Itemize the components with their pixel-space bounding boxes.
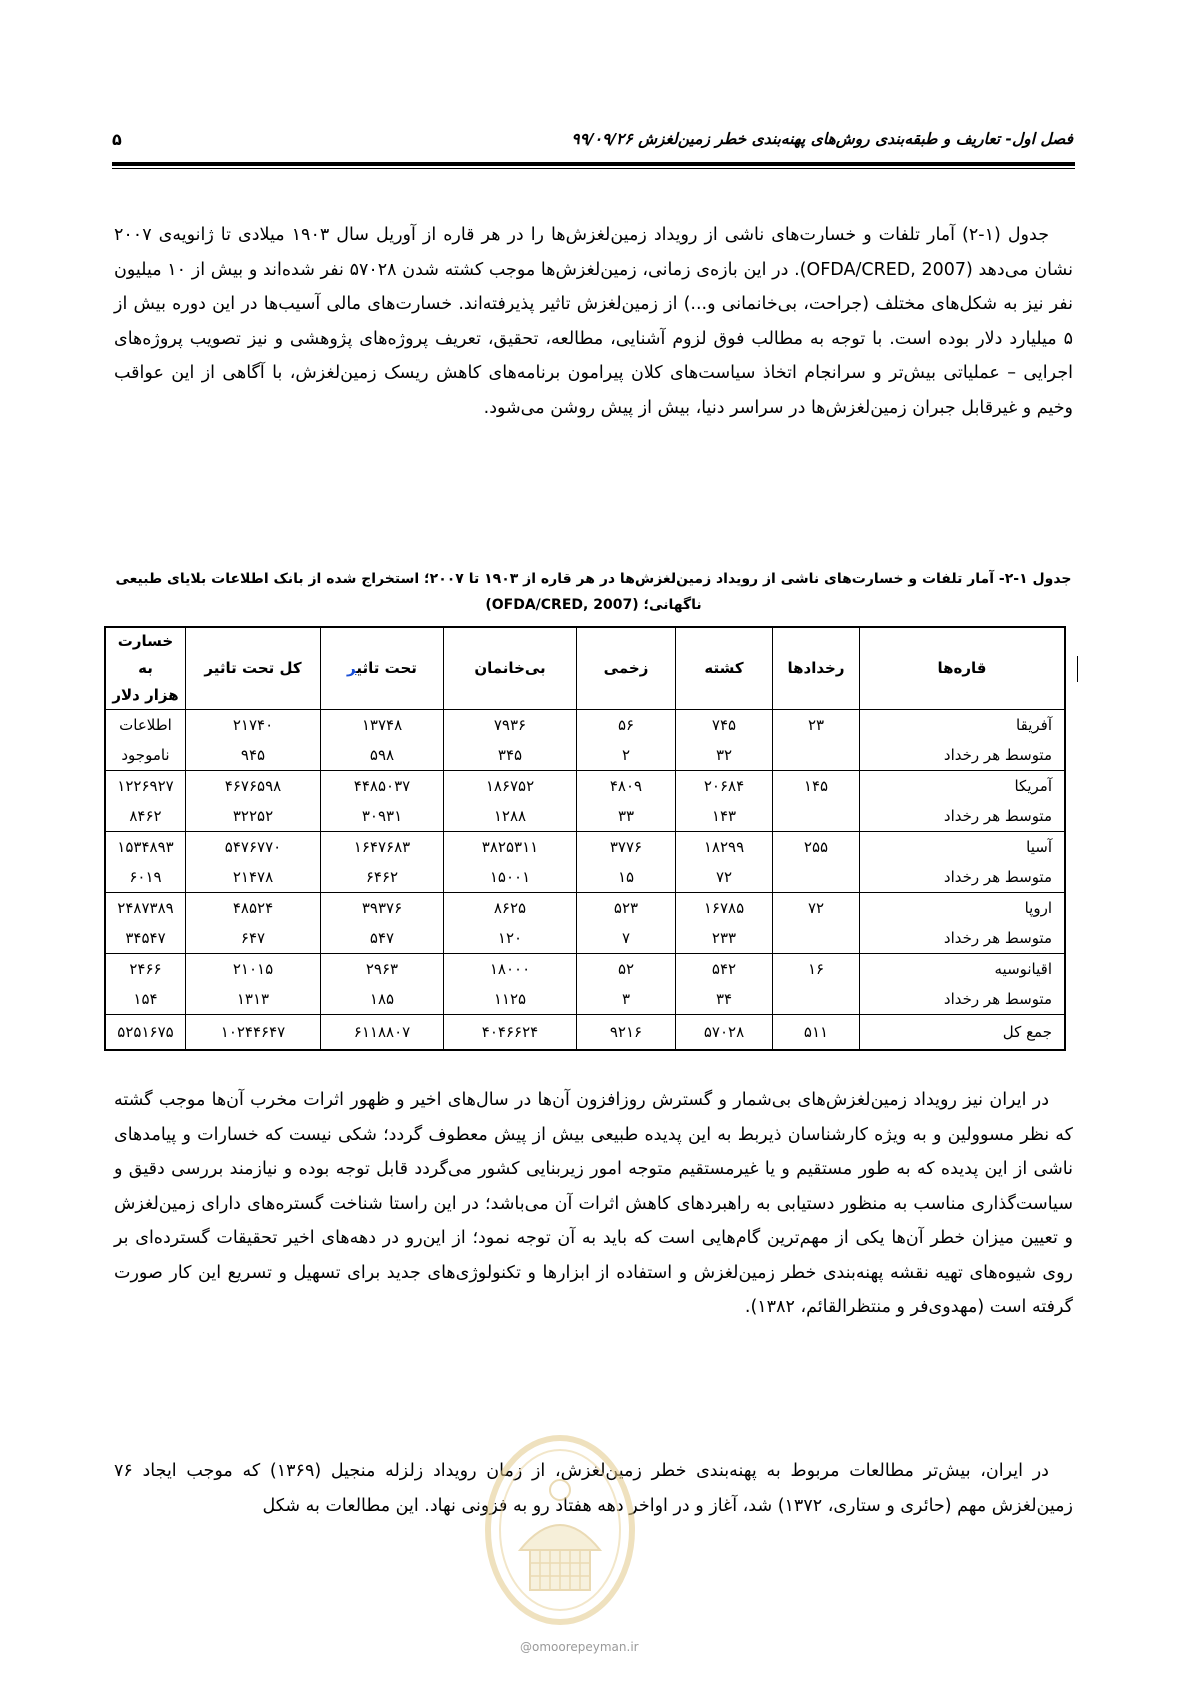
table-row-america-avg — [105, 801, 1065, 832]
cell-killed: ۷۲ — [676, 862, 773, 893]
cell-total: ۲۱۰۱۵ — [186, 954, 321, 985]
cell-total: ۹۴۵ — [186, 740, 321, 771]
cell-killed: ۱۶۷۸۵ — [676, 893, 773, 924]
paragraph-studies: در ایران، بیش‌تر مطالعات مربوط به پهنه‌بندی خطر زمین‌لغزش، از زمان رویداد زلزله منجیل (۱۳۶۹) که موجب ایجاد ۷۶ زمین‌لغزش مهم (حائری و ستاری، ۱۳۷۲) شد، آغاز و در اواخر دهه هفتاد رو به فزونی نهاد. این مطالعات به شکل — [114, 1461, 1073, 1516]
cell-killed: ۷۴۵ — [676, 710, 773, 741]
cell-killed: ۱۴۳ — [676, 801, 773, 832]
cell-injured: ۵۶ — [577, 710, 676, 741]
cell-continent: آسیا — [860, 832, 1066, 863]
cell-injured: ۹۲۱۶ — [577, 1015, 676, 1051]
cell-events — [773, 801, 860, 832]
table-row-oceania — [105, 954, 1065, 985]
header-killed: کشته — [676, 627, 773, 710]
cell-injured: ۳ — [577, 984, 676, 1015]
watermark-url: @omoorepeyman.ir — [520, 1640, 639, 1654]
cell-affected: ۶۱۱۸۸۰۷ — [321, 1015, 444, 1051]
cell-injured: ۴۸۰۹ — [577, 771, 676, 802]
cell-events: ۲۵۵ — [773, 832, 860, 863]
cell-continent: اقیانوسیه — [860, 954, 1066, 985]
cell-avg-label: متوسط هر رخداد — [860, 984, 1066, 1015]
cell-injured: ۲ — [577, 740, 676, 771]
table-row-europe — [105, 893, 1065, 924]
table-row-europe-avg — [105, 923, 1065, 954]
cell-continent: آمریکا — [860, 771, 1066, 802]
cell-avg-label: متوسط هر رخداد — [860, 801, 1066, 832]
cell-killed: ۲۰۶۸۴ — [676, 771, 773, 802]
cell-total-label: جمع کل — [860, 1015, 1066, 1051]
table-caption: جدول ۱-۲- آمار تلفات و خسارت‌های ناشی از رویداد زمین‌لغزش‌ها در هر قاره از ۱۹۰۳ تا ۲۰۰۷؛ استخراج شده از بانک اطلاعات بلایای طبیعی ناگهانی؛ (OFDA/CRED, 2007) — [115, 571, 1072, 613]
table-row-asia-avg — [105, 862, 1065, 893]
cell-events: ۱۶ — [773, 954, 860, 985]
cell-affected: ۲۹۶۳ — [321, 954, 444, 985]
cell-homeless: ۸۶۲۵ — [444, 893, 577, 924]
cell-damage: ۲۴۸۷۳۸۹ — [105, 893, 186, 924]
cell-killed: ۵۷۰۲۸ — [676, 1015, 773, 1051]
header-homeless: بی‌خانمان — [444, 627, 577, 710]
header-rule-thin — [112, 168, 1075, 169]
cell-injured: ۷ — [577, 923, 676, 954]
header-damage-line1: خسارت به — [117, 632, 174, 677]
cell-events — [773, 862, 860, 893]
cell-injured: ۳۳ — [577, 801, 676, 832]
table-row-total — [105, 1015, 1065, 1051]
cell-injured: ۵۲ — [577, 954, 676, 985]
cell-events: ۷۲ — [773, 893, 860, 924]
cell-affected: ۵۴۷ — [321, 923, 444, 954]
paragraph-intro: جدول (۱-۲) آمار تلفات و خسارت‌های ناشی از رویداد زمین‌لغزش‌ها را در هر قاره از آوریل سال ۱۹۰۳ میلادی تا ژانویه‌ی ۲۰۰۷ نشان می‌دهد (OFDA/CRED, 2007). در این بازه‌ی زمانی، زمین‌لغزش‌ها موجب کشته شدن ۵۷۰۲۸ نفر شده‌اند و بیش از ۱۰ میلیون نفر نیز به شکل‌های مختلف (جراحت، بی‌خانمانی و...) از زمین‌لغزش تاثیر پذیرفته‌اند. خسارت‌های مالی آسیب‌ها در این دوره بیش از ۵ میلیارد دلار بوده است. با توجه به مطالب فوق لزوم آشنایی، مطالعه، تحقیق، تعریف پروژه‌های پژوهشی و نیز تصویب پروژه‌های اجرایی – عملیاتی بیش‌تر و سرانجام اتخاذ سیاست‌های کلان پیرامون برنامه‌های کاهش ریسک زمین‌لغزش، با آگاهی از این عواقب وخیم و غیرقابل جبران زمین‌لغزش‌ها در سراسر دنیا، بیش از پیش روشن می‌شود. — [114, 225, 1073, 418]
table-row-oceania-avg — [105, 984, 1065, 1015]
landslide-statistics-table — [104, 626, 1066, 1051]
cell-events — [773, 740, 860, 771]
cell-events: ۱۴۵ — [773, 771, 860, 802]
cell-damage: ۱۲۲۶۹۲۷ — [105, 771, 186, 802]
cell-damage: ۱۵۴ — [105, 984, 186, 1015]
cell-total: ۴۶۷۶۵۹۸ — [186, 771, 321, 802]
cell-damage: ۳۴۵۴۷ — [105, 923, 186, 954]
cell-total: ۳۲۲۵۲ — [186, 801, 321, 832]
cell-homeless: ۱۱۲۵ — [444, 984, 577, 1015]
header-injured: زخمی — [577, 627, 676, 710]
cell-affected: ۴۴۸۵۰۳۷ — [321, 771, 444, 802]
cell-total: ۱۰۲۴۴۶۴۷ — [186, 1015, 321, 1051]
cell-affected: ۳۰۹۳۱ — [321, 801, 444, 832]
cell-avg-label: متوسط هر رخداد — [860, 923, 1066, 954]
cell-homeless: ۷۹۳۶ — [444, 710, 577, 741]
cell-injured: ۵۲۳ — [577, 893, 676, 924]
cell-damage: ۶۰۱۹ — [105, 862, 186, 893]
cell-total: ۴۸۵۲۴ — [186, 893, 321, 924]
cell-affected: ۱۳۷۴۸ — [321, 710, 444, 741]
cell-killed: ۳۴ — [676, 984, 773, 1015]
header-rule-thick — [112, 162, 1075, 166]
header-affected — [321, 627, 444, 710]
header-damage — [105, 627, 186, 710]
cell-avg-label: متوسط هر رخداد — [860, 862, 1066, 893]
cell-events — [773, 923, 860, 954]
cell-damage: ۸۴۶۲ — [105, 801, 186, 832]
cell-affected: ۱۶۴۷۶۸۳ — [321, 832, 444, 863]
cell-homeless: ۱۵۰۰۱ — [444, 862, 577, 893]
cell-damage: ۵۲۵۱۶۷۵ — [105, 1015, 186, 1051]
cell-total: ۲۱۷۴۰ — [186, 710, 321, 741]
cell-events: ۲۳ — [773, 710, 860, 741]
cell-killed: ۵۴۲ — [676, 954, 773, 985]
cell-damage: ۱۵۳۴۸۹۳ — [105, 832, 186, 863]
page-header — [112, 126, 1073, 156]
cell-homeless: ۱۸۶۷۵۲ — [444, 771, 577, 802]
cell-total: ۲۱۴۷۸ — [186, 862, 321, 893]
cell-total: ۶۴۷ — [186, 923, 321, 954]
cell-homeless: ۱۲۰ — [444, 923, 577, 954]
cell-killed: ۲۳۳ — [676, 923, 773, 954]
cell-injured: ۳۷۷۶ — [577, 832, 676, 863]
header-continent: قاره‌ها — [860, 627, 1066, 710]
cell-continent: اروپا — [860, 893, 1066, 924]
cell-events — [773, 984, 860, 1015]
table-header-row — [105, 627, 1065, 710]
table-row-asia — [105, 832, 1065, 863]
cell-killed: ۱۸۲۹۹ — [676, 832, 773, 863]
table-row-america — [105, 771, 1065, 802]
cell-avg-label: متوسط هر رخداد — [860, 740, 1066, 771]
cell-events: ۵۱۱ — [773, 1015, 860, 1051]
header-affected-text: تحت تاثی — [356, 659, 417, 677]
header-damage-line2: هزار دلار — [112, 686, 179, 704]
paragraph-iran: در ایران نیز رویداد زمین‌لغزش‌های بی‌شمار و گسترش روزافزون آن‌ها در سال‌های اخیر و ظهور اثرات مخرب آن‌ها موجب گشته که نظر مسوولین و به ویژه کارشناسان ذیربط به این پدیده طبیعی بیش از پیش معطوف گردد؛ شکی نیست که خسارات و پیامدهای ناشی از این پدیده که به طور مستقیم و یا غیرمستقیم متوجه امور زیربنایی کشور می‌گردد قابل توجه بوده و نیازمند بررسی دقیق و سیاست‌گذاری مناسب به منظور دستیابی به راهبردهای کاهش اثرات آن می‌باشد؛ در این راستا شناخت گستره‌های دارای زمین‌لغزش و تعیین میزان خطر آن‌ها یکی از مهم‌ترین گام‌هایی است که باید به آن توجه نمود؛ از این‌رو در دهه‌های اخیر تحقیقات گسترده‌ای بر روی شیوه‌های تهیه نقشه پهنه‌بندی خطر زمین‌لغزش و استفاده از ابزارها و تکنولوژی‌های جدید برای تسهیل و تسریع این کار صورت گرفته است (مهدوی‌فر و منتظرالقائم، ۱۳۸۲). — [114, 1090, 1073, 1317]
cell-homeless: ۱۲۸۸ — [444, 801, 577, 832]
chapter-title: فصل اول- تعاریف و طبقه‌بندی روش‌های پهنه‌بندی خطر زمین‌لغزش ۹۹/۰۹/۲۶ — [571, 130, 1073, 148]
cell-killed: ۳۲ — [676, 740, 773, 771]
cell-damage: اطلاعات — [105, 710, 186, 741]
text-cursor — [1077, 656, 1078, 682]
cell-affected: ۶۴۶۲ — [321, 862, 444, 893]
page-number: ۵ — [112, 130, 122, 149]
cell-homeless: ۱۸۰۰۰ — [444, 954, 577, 985]
cell-homeless: ۳۴۵ — [444, 740, 577, 771]
cell-damage: ۲۴۶۶ — [105, 954, 186, 985]
publisher-seal-watermark — [480, 1430, 640, 1630]
cell-affected: ۵۹۸ — [321, 740, 444, 771]
table-row-africa-avg — [105, 740, 1065, 771]
table-row-africa — [105, 710, 1065, 741]
cell-continent: آفریقا — [860, 710, 1066, 741]
cell-injured: ۱۵ — [577, 862, 676, 893]
header-events: رخدادها — [773, 627, 860, 710]
cell-total: ۱۳۱۳ — [186, 984, 321, 1015]
cell-homeless: ۳۸۲۵۳۱۱ — [444, 832, 577, 863]
cell-affected: ۳۹۳۷۶ — [321, 893, 444, 924]
header-total-affected: کل تحت تاثیر — [186, 627, 321, 710]
cell-total: ۵۴۷۶۷۷۰ — [186, 832, 321, 863]
cell-damage: ناموجود — [105, 740, 186, 771]
cell-affected: ۱۸۵ — [321, 984, 444, 1015]
header-affected-link[interactable]: ر — [347, 659, 357, 677]
cell-homeless: ۴۰۴۶۶۲۴ — [444, 1015, 577, 1051]
